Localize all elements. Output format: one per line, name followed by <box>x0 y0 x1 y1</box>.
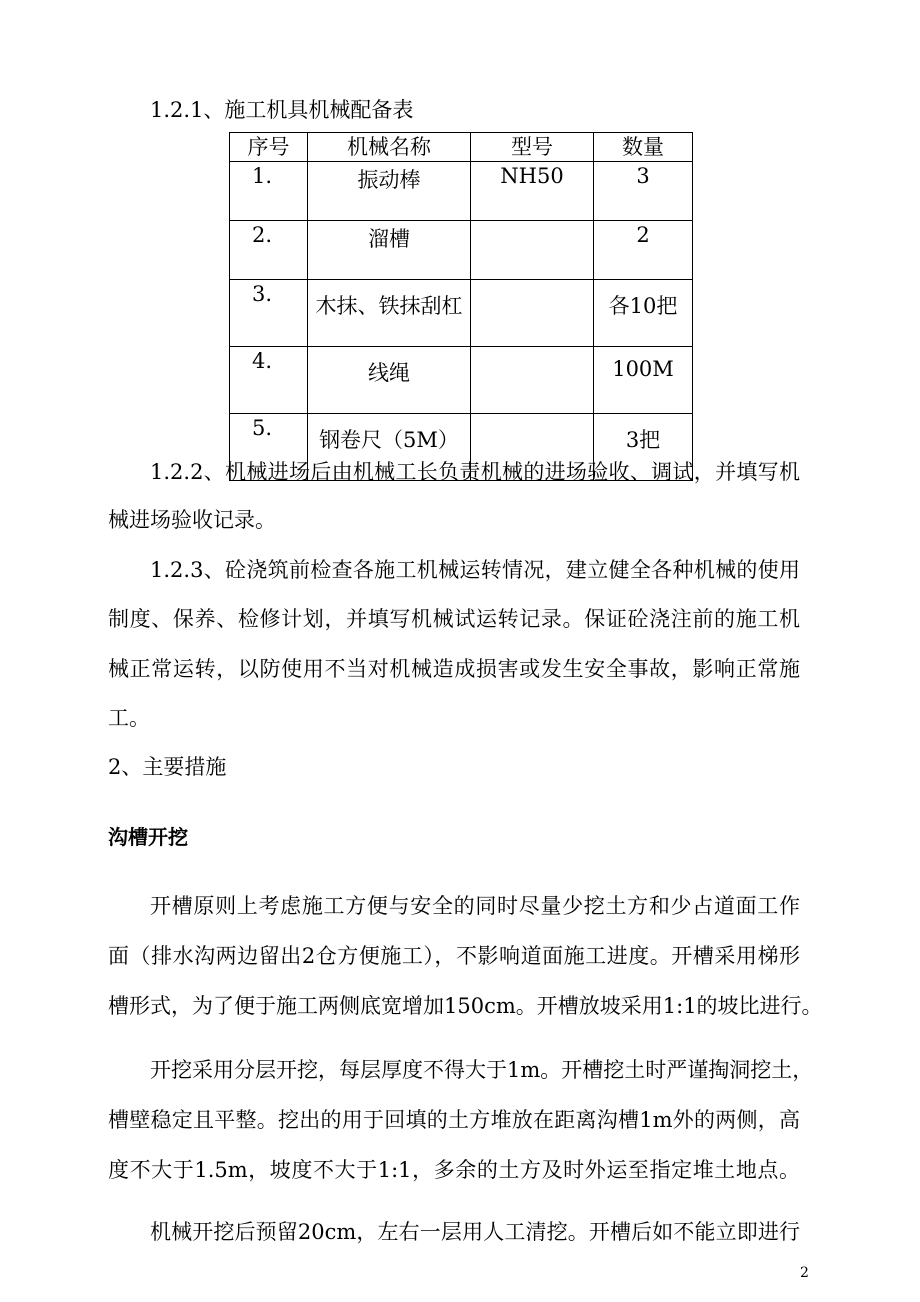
excavation-para-line: 槽壁稳定且平整。挖出的用于回填的土方堆放在距离沟槽1m外的两侧，高 <box>108 1108 800 1132</box>
cell-name: 振动棒 <box>308 162 471 221</box>
cell-model: NH50 <box>471 162 594 221</box>
para-1-2-3-line: 1.2.3、砼浇筑前检查各施工机械运转情况，建立健全各种机械的使用 <box>150 558 800 582</box>
header-qty: 数量 <box>594 133 693 162</box>
subheading-trench-excavation: 沟槽开挖 <box>108 825 188 849</box>
cell-name: 溜槽 <box>308 221 471 280</box>
excavation-para-line: 开槽原则上考虑施工方便与安全的同时尽量少挖土方和少占道面工作 <box>150 894 800 918</box>
section-1-2-1-title: 1.2.1、施工机具机械配备表 <box>150 98 414 122</box>
cell-qty: 100M <box>594 347 693 414</box>
header-model: 型号 <box>471 133 594 162</box>
table-row <box>230 347 693 414</box>
cell-qty: 3把 <box>594 414 693 481</box>
cell-model <box>471 347 594 414</box>
table-row <box>230 221 693 280</box>
cell-model <box>471 280 594 347</box>
cell-qty: 2 <box>594 221 693 280</box>
header-name: 机械名称 <box>308 133 471 162</box>
excavation-para-line: 槽形式，为了便于施工两侧底宽增加150cm。开槽放坡采用1:1的坡比进行。 <box>108 994 823 1018</box>
cell-model <box>471 221 594 280</box>
cell-name: 线绳 <box>308 347 471 414</box>
para-1-2-2-line: 1.2.2、机械进场后由机械工长负责机械的进场验收、调试，并填写机 <box>150 460 800 484</box>
cell-no: 4. <box>230 347 308 414</box>
para-1-2-3-line: 制度、保养、检修计划，并填写机械试运转记录。保证砼浇注前的施工机 <box>108 607 800 631</box>
table-row <box>230 162 693 221</box>
cell-no: 1. <box>230 162 308 221</box>
equipment-table <box>229 132 693 481</box>
header-no: 序号 <box>230 133 308 162</box>
para-1-2-3-line: 工。 <box>108 706 150 730</box>
cell-no: 5. <box>230 414 308 481</box>
excavation-para-line: 度不大于1.5m，坡度不大于1:1，多余的土方及时外运至指定堆土地点。 <box>108 1158 800 1182</box>
table-row <box>230 280 693 347</box>
excavation-para-line: 机械开挖后预留20cm，左右一层用人工清挖。开槽后如不能立即进行 <box>150 1220 800 1244</box>
cell-no: 2. <box>230 221 308 280</box>
excavation-para-line: 面（排水沟两边留出2仓方便施工），不影响道面施工进度。开槽采用梯形 <box>108 944 800 968</box>
section-2-title: 2、主要措施 <box>108 755 227 779</box>
cell-no: 3. <box>230 280 308 347</box>
excavation-para-line: 开挖采用分层开挖，每层厚度不得大于1m。开槽挖土时严谨掏洞挖土， <box>150 1058 814 1082</box>
cell-name: 钢卷尺（5M） <box>308 414 471 481</box>
para-1-2-2-line: 械进场验收记录。 <box>108 508 276 532</box>
cell-qty: 各10把 <box>594 280 693 347</box>
page-number: 2 <box>800 1265 809 1281</box>
table-header-row <box>230 133 693 162</box>
cell-name: 木抹、铁抹刮杠 <box>308 280 471 347</box>
para-1-2-3-line: 械正常运转，以防使用不当对机械造成损害或发生安全事故，影响正常施 <box>108 657 800 681</box>
cell-qty: 3 <box>594 162 693 221</box>
